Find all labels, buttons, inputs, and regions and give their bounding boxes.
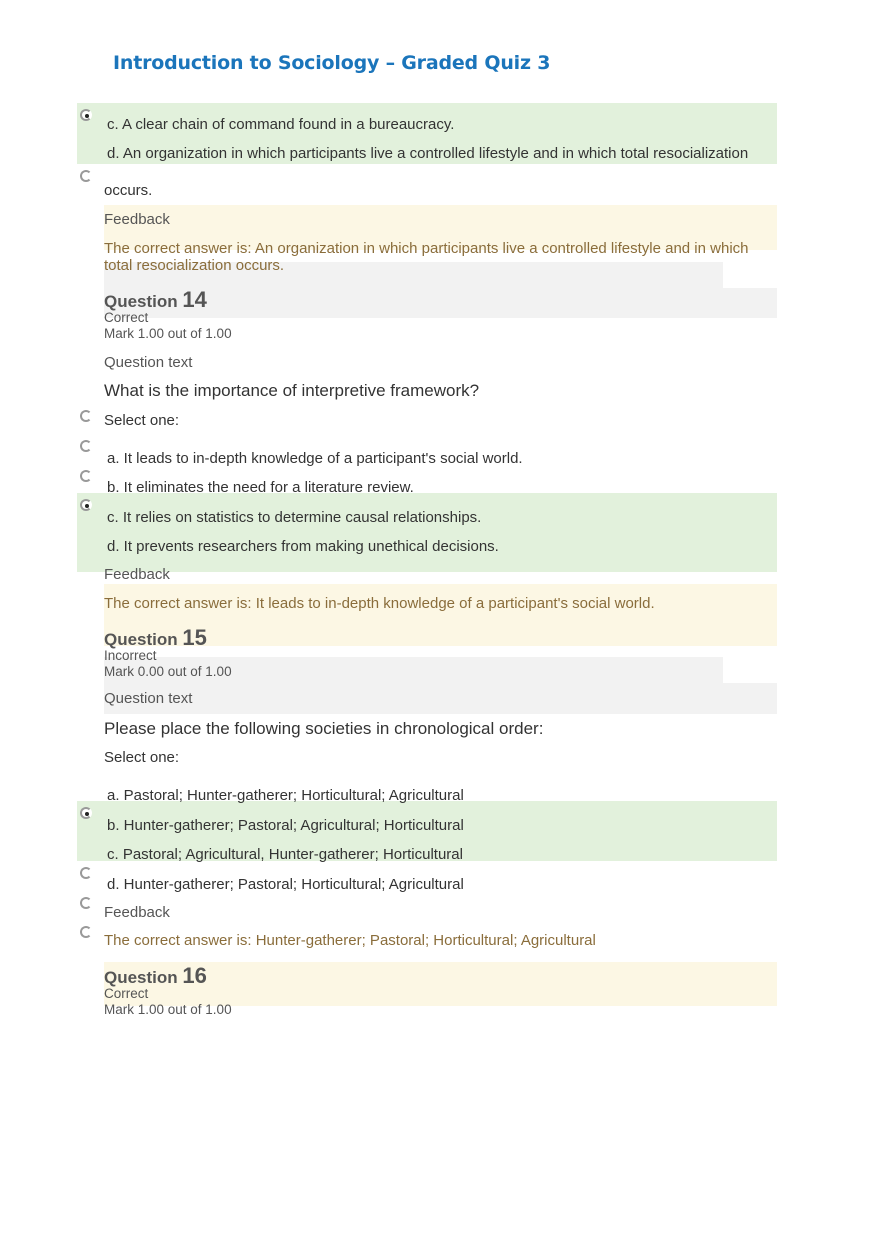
feedback-text: The correct answer is: Hunter-gatherer; Pastoral; Horticultural; Agricultural <box>104 932 596 949</box>
question-status: Correct <box>104 986 149 1001</box>
answer-option[interactable]: a. It leads to in-depth knowledge of a participant's social world. <box>107 450 523 467</box>
radio-button[interactable] <box>80 410 92 422</box>
answer-option[interactable]: d. It prevents researchers from making unethical decisions. <box>107 538 499 555</box>
answer-option[interactable]: b. It eliminates the need for a literature review. <box>107 479 414 496</box>
answer-option[interactable]: c. It relies on statistics to determine causal relationships. <box>107 509 482 526</box>
question-label: Question <box>104 292 178 311</box>
question-text: Please place the following societies in chronological order: <box>104 719 544 738</box>
answer-option[interactable]: c. Pastoral; Agricultural, Hunter-gatherer; Horticultural <box>107 846 463 863</box>
answer-option[interactable]: c. A clear chain of command found in a bureaucracy. <box>107 116 455 133</box>
select-one-label: Select one: <box>104 749 180 766</box>
question-status: Incorrect <box>104 648 157 663</box>
answer-option[interactable]: b. Hunter-gatherer; Pastoral; Agricultural; Horticultural <box>107 817 464 834</box>
question-number: 16 <box>182 963 207 988</box>
question-status: Correct <box>104 310 149 325</box>
radio-button[interactable] <box>80 897 92 909</box>
select-one-label: Select one: <box>104 412 180 429</box>
feedback-label: Feedback <box>104 566 170 583</box>
radio-button[interactable] <box>80 109 92 121</box>
feedback-label: Feedback <box>104 211 170 228</box>
question-mark: Mark 0.00 out of 1.00 <box>104 664 232 679</box>
feedback-text: The correct answer is: It leads to in-depth knowledge of a participant's social world. <box>104 595 655 612</box>
info-band <box>104 683 777 714</box>
answer-option[interactable]: d. Hunter-gatherer; Pastoral; Horticultural; Agricultural <box>107 876 464 893</box>
radio-button[interactable] <box>80 867 92 879</box>
feedback-label: Feedback <box>104 904 170 921</box>
radio-button[interactable] <box>80 807 92 819</box>
question-number: 15 <box>182 625 207 650</box>
question-label: Question <box>104 630 178 649</box>
question-number: 14 <box>182 287 207 312</box>
answer-option[interactable]: a. Pastoral; Hunter-gatherer; Horticultural; Agricultural <box>107 787 464 804</box>
page-title: Introduction to Sociology – Graded Quiz 3 <box>113 52 551 74</box>
radio-button[interactable] <box>80 926 92 938</box>
question-text-label: Question text <box>104 690 193 707</box>
question-mark: Mark 1.00 out of 1.00 <box>104 326 232 341</box>
answer-option-continuation: occurs. <box>104 182 153 199</box>
feedback-text: The correct answer is: An organization in which participants live a controlled lifestyle and in which <box>104 240 749 257</box>
selected-answer-highlight <box>77 493 777 572</box>
question-text-label: Question text <box>104 354 193 371</box>
answer-option[interactable]: d. An organization in which participants live a controlled lifestyle and in which total resocialization <box>107 145 749 162</box>
radio-button[interactable] <box>80 470 92 482</box>
radio-button[interactable] <box>80 440 92 452</box>
question-text: What is the importance of interpretive framework? <box>104 381 480 400</box>
feedback-text: total resocialization occurs. <box>104 257 285 274</box>
radio-button[interactable] <box>80 170 92 182</box>
radio-button[interactable] <box>80 499 92 511</box>
question-mark: Mark 1.00 out of 1.00 <box>104 1002 232 1017</box>
question-label: Question <box>104 968 178 987</box>
